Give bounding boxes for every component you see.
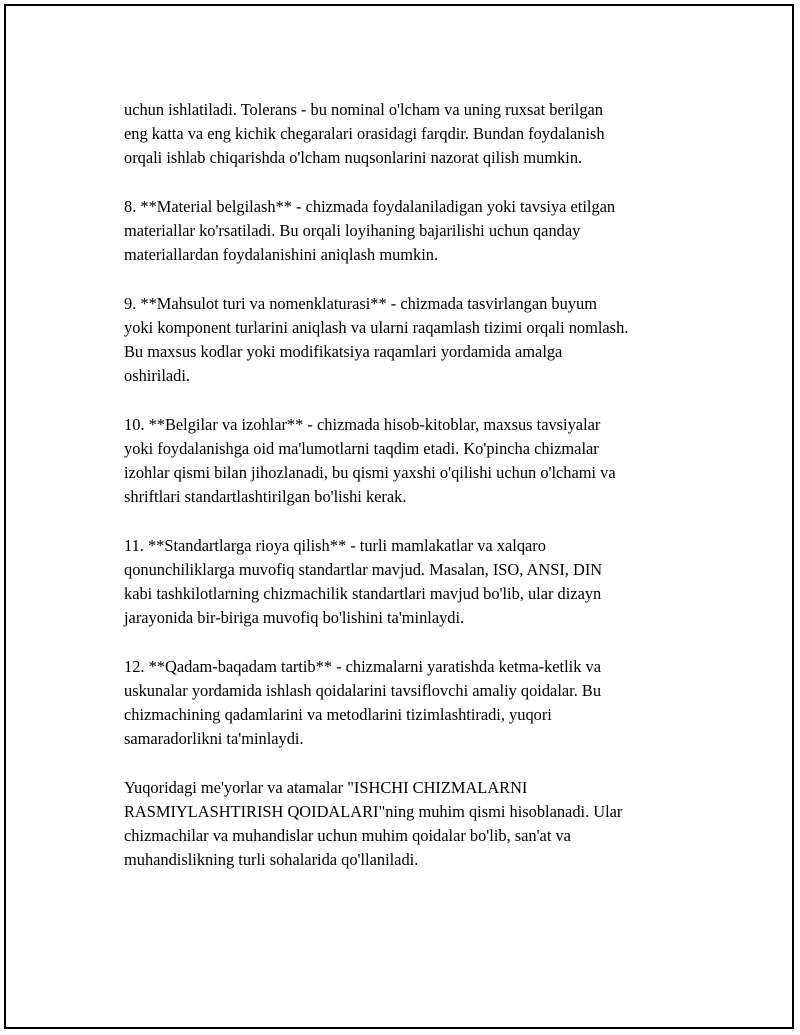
paragraph-standards-compliance: 11. **Standartlarga rioya qilish** - turli mamlakatlar va xalqaro qonunchiliklarga muvofiq standartlar mavjud. Masalan, ISO, ANSI, DIN kabi tashkilotlarning chizmachilik standartlari mavjud bo'lib, ular dizayn jarayonida bir-biriga muvofiq bo'lishini ta'minlaydi. [124, 535, 603, 628]
document-page [4, 4, 794, 1029]
page-body [124, 98, 696, 897]
paragraph-symbols-notes: 10. **Belgilar va izohlar** - chizmada hisob-kitoblar, maxsus tavsiyalar yoki foydalanishga oid ma'lumotlarni taqdim etadi. Ko'pincha chizmalar izohlar qismi bilan jihozlanadi, bu qismi yaxshi o'qilishi uchun o'lchami va shriftlari standartlashtirilgan bo'lishi kerak. [124, 414, 616, 507]
paragraph-step-by-step-order: 12. **Qadam-baqadam tartib** - chizmalarni yaratishda ketma-ketlik va uskunalar yordamida ishlash qoidalarini tavsiflovchi amaliy qoidalar. Bu chizmachining qadamlarini va metodlarini tizimlashtiradi, yuqori samaradorlikni ta'minlaydi. [124, 656, 602, 749]
paragraph-tolerance-continuation: uchun ishlatiladi. Tolerans - bu nominal o'lcham va uning ruxsat berilgan eng katta va eng kichik chegaralari orasidagi farqdir. Bundan foydalanish orqali ishlab chiqarishda o'lcham nuqsonlarini nazorat qilish mumkin. [124, 100, 605, 168]
paragraph-conclusion: Yuqoridagi me'yorlar va atamalar "ISHCHI CHIZMALARNI RASMIYLASHTIRISH QOIDALARI"ning muhim qismi hisoblanadi. Ular chizmachilar va muhandislar uchun muhim qoidalar bo'lib, san'at va muhandislikning turli sohalarida qo'llaniladi. [124, 777, 623, 870]
paragraph-product-type-nomenclature: 9. **Mahsulot turi va nomenklaturasi** - chizmada tasvirlangan buyum yoki komponent turlarini aniqlash va ularni raqamlash tizimi orqali nomlash. Bu maxsus kodlar yoki modifikatsiya raqamlari yordamida amalga oshiriladi. [124, 293, 629, 386]
paragraph-material-designation: 8. **Material belgilash** - chizmada foydalaniladigan yoki tavsiya etilgan materiallar ko'rsatiladi. Bu orqali loyihaning bajarilishi uchun qanday materiallardan foydalanishini aniqlash mumkin. [124, 196, 616, 265]
